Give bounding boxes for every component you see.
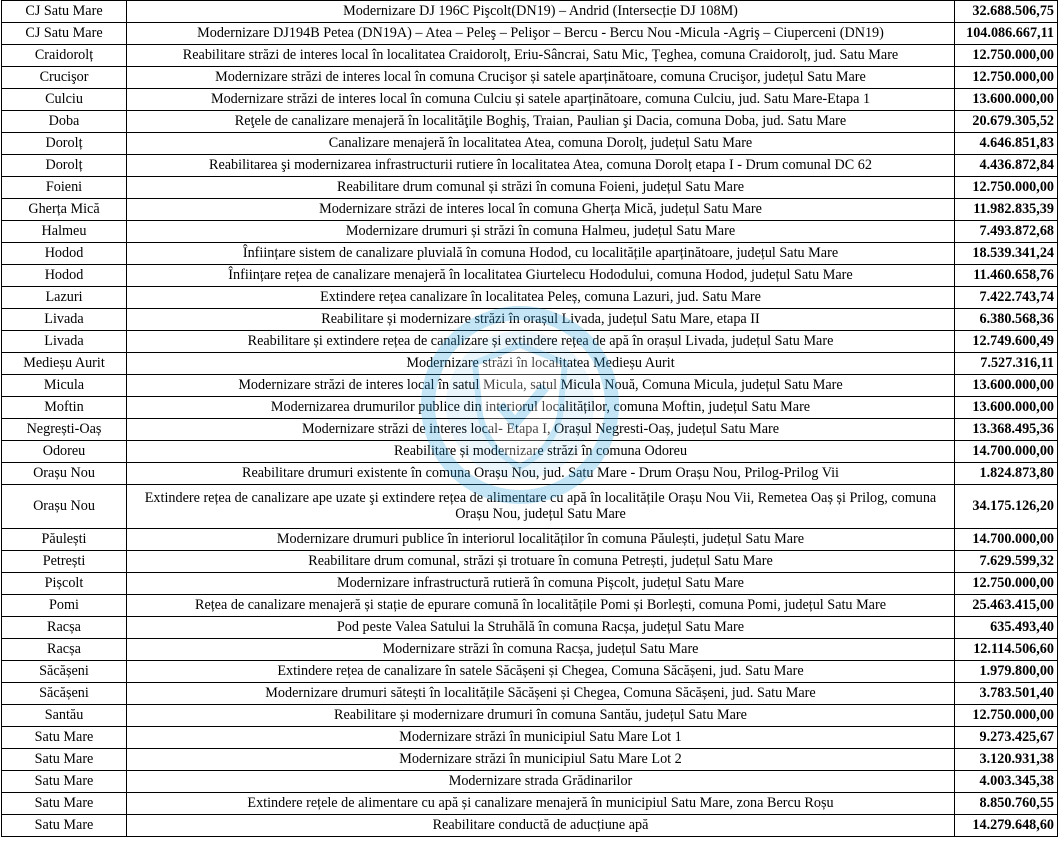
- locality-cell: Micula: [2, 375, 127, 397]
- project-cell: Modernizare drumuri publice în interiorul localităților în comuna Păulești, județul Satu Mare: [127, 529, 955, 551]
- table-row: [2, 639, 1058, 661]
- locality-cell: Păulești: [2, 529, 127, 551]
- locality-cell: Săcășeni: [2, 683, 127, 705]
- amount-cell: 4.003.345,38: [955, 771, 1058, 793]
- locality-cell: Racșa: [2, 617, 127, 639]
- amount-cell: 32.688.506,75: [955, 1, 1058, 23]
- amount-cell: 14.700.000,00: [955, 441, 1058, 463]
- locality-cell: Pomi: [2, 595, 127, 617]
- amount-cell: 3.783.501,40: [955, 683, 1058, 705]
- table-row: [2, 441, 1058, 463]
- project-cell: Înființare sistem de canalizare pluvială în comuna Hodod, cu localitățile aparținătoare, județul Satu Mare: [127, 243, 955, 265]
- locality-cell: Odoreu: [2, 441, 127, 463]
- project-cell: Rețea de canalizare menajeră și stație de epurare comună în localitățile Pomi și Borlești, comuna Pomi, județul Satu Mare: [127, 595, 955, 617]
- table-row: [2, 683, 1058, 705]
- locality-cell: Satu Mare: [2, 771, 127, 793]
- project-cell: Extindere rețea de canalizare în satele Săcășeni și Chegea, Comuna Săcășeni, jud. Satu Mare: [127, 661, 955, 683]
- locality-cell: Foieni: [2, 177, 127, 199]
- project-cell: Reabilitare și modernizare străzi în orașul Livada, județul Satu Mare, etapa II: [127, 309, 955, 331]
- amount-cell: 3.120.931,38: [955, 749, 1058, 771]
- project-cell: Modernizare străzi în municipiul Satu Mare Lot 2: [127, 749, 955, 771]
- locality-cell: Culciu: [2, 89, 127, 111]
- table-row: [2, 309, 1058, 331]
- locality-cell: Satu Mare: [2, 815, 127, 837]
- amount-cell: 7.422.743,74: [955, 287, 1058, 309]
- amount-cell: 9.273.425,67: [955, 727, 1058, 749]
- locality-cell: Petrești: [2, 551, 127, 573]
- table-row: [2, 419, 1058, 441]
- amount-cell: 12.114.506,60: [955, 639, 1058, 661]
- project-cell: Modernizare străzi în comuna Racșa, județul Satu Mare: [127, 639, 955, 661]
- table-row: [2, 771, 1058, 793]
- table-row: [2, 463, 1058, 485]
- project-cell: Înființare rețea de canalizare menajeră în localitatea Giurtelecu Hododului, comuna Hodod, județul Satu Mare: [127, 265, 955, 287]
- project-cell: Modernizare DJ194B Petea (DN19A) – Atea – Peleş – Pelişor – Bercu - Bercu Nou -Micula -Agriş – Ciuperceni (DN19): [127, 23, 955, 45]
- amount-cell: 635.493,40: [955, 617, 1058, 639]
- project-cell: Reabilitare și modernizare drumuri în comuna Santău, județul Satu Mare: [127, 705, 955, 727]
- locality-cell: Lazuri: [2, 287, 127, 309]
- locality-cell: Negrești-Oaș: [2, 419, 127, 441]
- project-cell: Modernizare străzi de interes local în comuna Crucişor și satele aparținătoare, comuna Crucişor, județul Satu Mare: [127, 67, 955, 89]
- project-cell: Modernizare drumuri sătești în localitățile Săcășeni și Chegea, Comuna Săcășeni, jud. Satu Mare: [127, 683, 955, 705]
- table-row: [2, 551, 1058, 573]
- locality-cell: Livada: [2, 309, 127, 331]
- locality-cell: Orașu Nou: [2, 463, 127, 485]
- project-cell: Reabilitare și modernizare străzi în comuna Odoreu: [127, 441, 955, 463]
- amount-cell: 18.539.341,24: [955, 243, 1058, 265]
- locality-cell: Medieșu Aurit: [2, 353, 127, 375]
- locality-cell: Dorolț: [2, 155, 127, 177]
- amount-cell: 11.460.658,76: [955, 265, 1058, 287]
- table-row: [2, 265, 1058, 287]
- table-row: [2, 133, 1058, 155]
- locality-cell: Livada: [2, 331, 127, 353]
- amount-cell: 11.982.835,39: [955, 199, 1058, 221]
- table-row: [2, 1, 1058, 23]
- project-cell: Reabilitarea şi modernizarea infrastructurii rutiere în localitatea Atea, comuna Dorolț etapa I - Drum comunal DC 62: [127, 155, 955, 177]
- locality-cell: Gherța Mică: [2, 199, 127, 221]
- projects-table: [1, 0, 1058, 837]
- locality-cell: Săcășeni: [2, 661, 127, 683]
- project-cell: Modernizare DJ 196C Pişcolt(DN19) – Andrid (Intersecție DJ 108M): [127, 1, 955, 23]
- table-row: [2, 177, 1058, 199]
- amount-cell: 13.368.495,36: [955, 419, 1058, 441]
- amount-cell: 6.380.568,36: [955, 309, 1058, 331]
- locality-cell: Dorolț: [2, 133, 127, 155]
- project-cell: Extindere rețele de alimentare cu apă și canalizare menajeră în municipiul Satu Mare, zona Bercu Roșu: [127, 793, 955, 815]
- locality-cell: Orașu Nou: [2, 485, 127, 529]
- project-cell: Reabilitare drumuri existente în comuna Orașu Nou, jud. Satu Mare - Drum Orașu Nou, Prilog-Prilog Vii: [127, 463, 955, 485]
- amount-cell: 13.600.000,00: [955, 375, 1058, 397]
- locality-cell: CJ Satu Mare: [2, 23, 127, 45]
- table-row: [2, 749, 1058, 771]
- amount-cell: 12.750.000,00: [955, 45, 1058, 67]
- table-row: [2, 573, 1058, 595]
- amount-cell: 8.850.760,55: [955, 793, 1058, 815]
- table-row: [2, 529, 1058, 551]
- amount-cell: 12.750.000,00: [955, 573, 1058, 595]
- project-cell: Modernizare străzi de interes local în comuna Culciu și satele aparținătoare, comuna Culciu, jud. Satu Mare-Etapa 1: [127, 89, 955, 111]
- amount-cell: 14.700.000,00: [955, 529, 1058, 551]
- project-cell: Extindere rețea canalizare în localitatea Peleș, comuna Lazuri, jud. Satu Mare: [127, 287, 955, 309]
- project-cell: Canalizare menajeră în localitatea Atea, comuna Dorolț, județul Satu Mare: [127, 133, 955, 155]
- table-row: [2, 485, 1058, 529]
- table-row: [2, 353, 1058, 375]
- amount-cell: 12.750.000,00: [955, 177, 1058, 199]
- locality-cell: Santău: [2, 705, 127, 727]
- document-page: [1, 0, 1057, 837]
- locality-cell: Crucişor: [2, 67, 127, 89]
- locality-cell: Satu Mare: [2, 727, 127, 749]
- table-row: [2, 331, 1058, 353]
- amount-cell: 7.493.872,68: [955, 221, 1058, 243]
- amount-cell: 25.463.415,00: [955, 595, 1058, 617]
- amount-cell: 13.600.000,00: [955, 89, 1058, 111]
- table-row: [2, 67, 1058, 89]
- locality-cell: Moftin: [2, 397, 127, 419]
- locality-cell: Halmeu: [2, 221, 127, 243]
- amount-cell: 12.750.000,00: [955, 705, 1058, 727]
- amount-cell: 1.824.873,80: [955, 463, 1058, 485]
- table-row: [2, 815, 1058, 837]
- project-cell: Modernizare străzi de interes local în satul Micula, satul Micula Nouă, Comuna Micula, județul Satu Mare: [127, 375, 955, 397]
- locality-cell: Hodod: [2, 243, 127, 265]
- table-row: [2, 45, 1058, 67]
- projects-table-body: [2, 1, 1058, 837]
- project-cell: Modernizare străzi de interes local- Etapa I, Orașul Negresti-Oaș, județul Satu Mare: [127, 419, 955, 441]
- table-row: [2, 375, 1058, 397]
- amount-cell: 13.600.000,00: [955, 397, 1058, 419]
- locality-cell: Satu Mare: [2, 793, 127, 815]
- table-row: [2, 617, 1058, 639]
- project-cell: Modernizare străzi de interes local în comuna Gherța Mică, județul Satu Mare: [127, 199, 955, 221]
- table-row: [2, 661, 1058, 683]
- project-cell: Reţele de canalizare menajeră în localităţile Boghiş, Traian, Paulian şi Dacia, comuna Doba, jud. Satu Mare: [127, 111, 955, 133]
- amount-cell: 12.749.600,49: [955, 331, 1058, 353]
- project-cell: Reabilitare drum comunal, străzi și trotuare în comuna Petrești, județul Satu Mare: [127, 551, 955, 573]
- table-row: [2, 705, 1058, 727]
- project-cell: Modernizarea drumurilor publice din interiorul localităților, comuna Moftin, județul Satu Mare: [127, 397, 955, 419]
- table-row: [2, 155, 1058, 177]
- locality-cell: Pișcolt: [2, 573, 127, 595]
- amount-cell: 34.175.126,20: [955, 485, 1058, 529]
- amount-cell: 4.436.872,84: [955, 155, 1058, 177]
- project-cell: Reabilitare străzi de interes local în localitatea Craidorolț, Eriu-Sâncrai, Satu Mic, Țeghea, comuna Craidorolț, jud. Satu Mare: [127, 45, 955, 67]
- project-cell: Pod peste Valea Satului la Struhălă în comuna Racșa, județul Satu Mare: [127, 617, 955, 639]
- project-cell: Modernizare străzi în municipiul Satu Mare Lot 1: [127, 727, 955, 749]
- table-row: [2, 89, 1058, 111]
- project-cell: Reabilitare conductă de aducțiune apă: [127, 815, 955, 837]
- amount-cell: 12.750.000,00: [955, 67, 1058, 89]
- locality-cell: Racșa: [2, 639, 127, 661]
- amount-cell: 104.086.667,11: [955, 23, 1058, 45]
- project-cell: Modernizare infrastructură rutieră în comuna Pișcolt, județul Satu Mare: [127, 573, 955, 595]
- project-cell: Extindere rețea de canalizare ape uzate şi extindere rețea de alimentare cu apă în localitățile Orașu Nou Vii, Remetea Oaș și Prilog, comuna Orașu Nou, județul Satu Mare: [127, 485, 955, 529]
- table-row: [2, 793, 1058, 815]
- project-cell: Modernizare strada Grădinarilor: [127, 771, 955, 793]
- amount-cell: 1.979.800,00: [955, 661, 1058, 683]
- amount-cell: 14.279.648,60: [955, 815, 1058, 837]
- locality-cell: Craidorolț: [2, 45, 127, 67]
- table-row: [2, 23, 1058, 45]
- project-cell: Modernizare străzi în localitatea Medieșu Aurit: [127, 353, 955, 375]
- amount-cell: 4.646.851,83: [955, 133, 1058, 155]
- project-cell: Reabilitare și extindere rețea de canalizare și extindere rețea de apă în orașul Livada, județul Satu Mare: [127, 331, 955, 353]
- locality-cell: Satu Mare: [2, 749, 127, 771]
- table-row: [2, 397, 1058, 419]
- table-row: [2, 243, 1058, 265]
- table-row: [2, 199, 1058, 221]
- project-cell: Reabilitare drum comunal și străzi în comuna Foieni, județul Satu Mare: [127, 177, 955, 199]
- table-row: [2, 287, 1058, 309]
- table-row: [2, 111, 1058, 133]
- table-row: [2, 727, 1058, 749]
- amount-cell: 7.527.316,11: [955, 353, 1058, 375]
- locality-cell: Hodod: [2, 265, 127, 287]
- amount-cell: 7.629.599,32: [955, 551, 1058, 573]
- project-cell: Modernizare drumuri și străzi în comuna Halmeu, județul Satu Mare: [127, 221, 955, 243]
- locality-cell: Doba: [2, 111, 127, 133]
- locality-cell: CJ Satu Mare: [2, 1, 127, 23]
- table-row: [2, 595, 1058, 617]
- amount-cell: 20.679.305,52: [955, 111, 1058, 133]
- table-row: [2, 221, 1058, 243]
